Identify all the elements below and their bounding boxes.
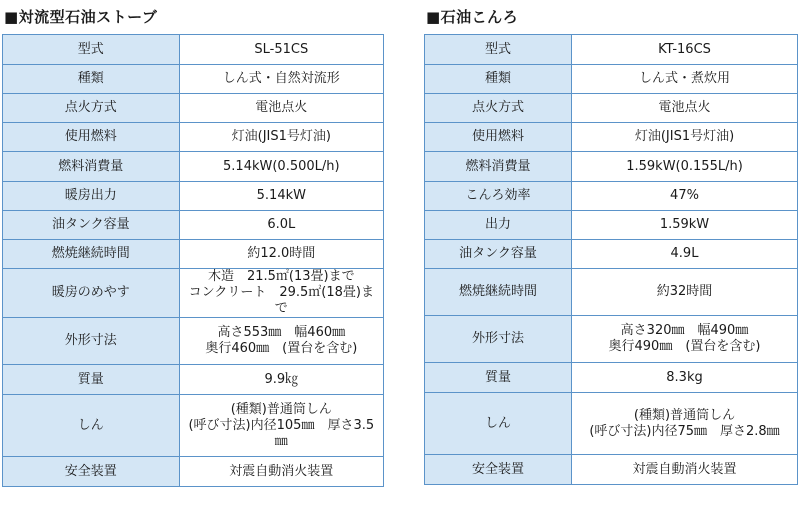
spec-row [3, 182, 384, 211]
spec-row [425, 316, 798, 363]
spec-value: 4.9L [572, 240, 798, 269]
spec-label: 安全装置 [425, 455, 572, 485]
spec-row [425, 269, 798, 316]
spec-label: こんろ効率 [425, 182, 572, 211]
spec-label: 質量 [425, 363, 572, 393]
cooker-spec-table [424, 34, 798, 485]
spec-label: 燃焼継続時間 [425, 269, 572, 316]
spec-label: 出力 [425, 211, 572, 240]
stove-spec-table [2, 34, 384, 487]
spec-value: 8.3kg [572, 363, 798, 393]
spec-row [425, 363, 798, 393]
spec-row [3, 365, 384, 395]
spec-label: 型式 [425, 35, 572, 65]
spec-label: 燃焼継続時間 [3, 240, 180, 269]
spec-label: 暖房出力 [3, 182, 180, 211]
spec-value: (種類)普通筒しん (呼び寸法)内径75㎜ 厚さ2.8㎜ [572, 393, 798, 455]
spec-value: しん式・煮炊用 [572, 65, 798, 94]
spec-value: 1.59kW [572, 211, 798, 240]
spec-row [3, 395, 384, 457]
spec-row [3, 94, 384, 123]
spec-label: 油タンク容量 [425, 240, 572, 269]
spec-value: KT-16CS [572, 35, 798, 65]
spec-value: 5.14kW(0.500L/h) [179, 152, 383, 182]
spec-label: 安全装置 [3, 457, 180, 487]
spec-row [3, 152, 384, 182]
spec-label: 型式 [3, 35, 180, 65]
spec-row [425, 393, 798, 455]
spec-row [3, 123, 384, 152]
spec-value: 対震自動消火装置 [179, 457, 383, 487]
spec-label: しん [3, 395, 180, 457]
spec-label: 外形寸法 [425, 316, 572, 363]
spec-label: 暖房のめやす [3, 269, 180, 318]
spec-row [425, 455, 798, 485]
spec-value: しん式・自然対流形 [179, 65, 383, 94]
spec-row [3, 269, 384, 318]
spec-row [425, 123, 798, 152]
spec-row [425, 35, 798, 65]
spec-value: 6.0L [179, 211, 383, 240]
spec-label: 燃料消費量 [425, 152, 572, 182]
spec-value: 対震自動消火装置 [572, 455, 798, 485]
spec-label: 種類 [425, 65, 572, 94]
spec-label: しん [425, 393, 572, 455]
stove-spec-title: ■対流型石油ストーブ [4, 8, 158, 26]
spec-row [3, 318, 384, 365]
spec-label: 点火方式 [425, 94, 572, 123]
spec-value: 木造 21.5㎡(13畳)まで コンクリート 29.5㎡(18畳)まで [179, 269, 383, 318]
spec-value: (種類)普通筒しん (呼び寸法)内径105㎜ 厚さ3.5㎜ [179, 395, 383, 457]
spec-row [425, 152, 798, 182]
spec-row [425, 211, 798, 240]
spec-label: 外形寸法 [3, 318, 180, 365]
spec-value: 約32時間 [572, 269, 798, 316]
spec-value: 5.14kW [179, 182, 383, 211]
cooker-spec-title: ■石油こんろ [426, 8, 519, 26]
spec-value: 1.59kW(0.155L/h) [572, 152, 798, 182]
spec-row [425, 182, 798, 211]
spec-row [3, 35, 384, 65]
spec-label: 点火方式 [3, 94, 180, 123]
spec-label: 使用燃料 [425, 123, 572, 152]
spec-value: 電池点火 [179, 94, 383, 123]
spec-row [3, 457, 384, 487]
spec-label: 種類 [3, 65, 180, 94]
spec-label: 燃料消費量 [3, 152, 180, 182]
spec-row [425, 65, 798, 94]
spec-value: 47% [572, 182, 798, 211]
spec-row [3, 211, 384, 240]
spec-label: 使用燃料 [3, 123, 180, 152]
stove-cooker-spec-panel [424, 0, 798, 485]
spec-value: SL-51CS [179, 35, 383, 65]
spec-value: 約12.0時間 [179, 240, 383, 269]
spec-label: 質量 [3, 365, 180, 395]
spec-value: 高さ553㎜ 幅460㎜ 奥行460㎜ (置台を含む) [179, 318, 383, 365]
spec-row [3, 240, 384, 269]
spec-row [425, 94, 798, 123]
spec-value: 灯油(JIS1号灯油) [572, 123, 798, 152]
spec-row [3, 65, 384, 94]
spec-value: 灯油(JIS1号灯油) [179, 123, 383, 152]
spec-label: 油タンク容量 [3, 211, 180, 240]
spec-value: 高さ320㎜ 幅490㎜ 奥行490㎜ (置台を含む) [572, 316, 798, 363]
spec-value: 電池点火 [572, 94, 798, 123]
spec-row [425, 240, 798, 269]
stove-spec-panel [2, 0, 384, 487]
spec-value: 9.9㎏ [179, 365, 383, 395]
